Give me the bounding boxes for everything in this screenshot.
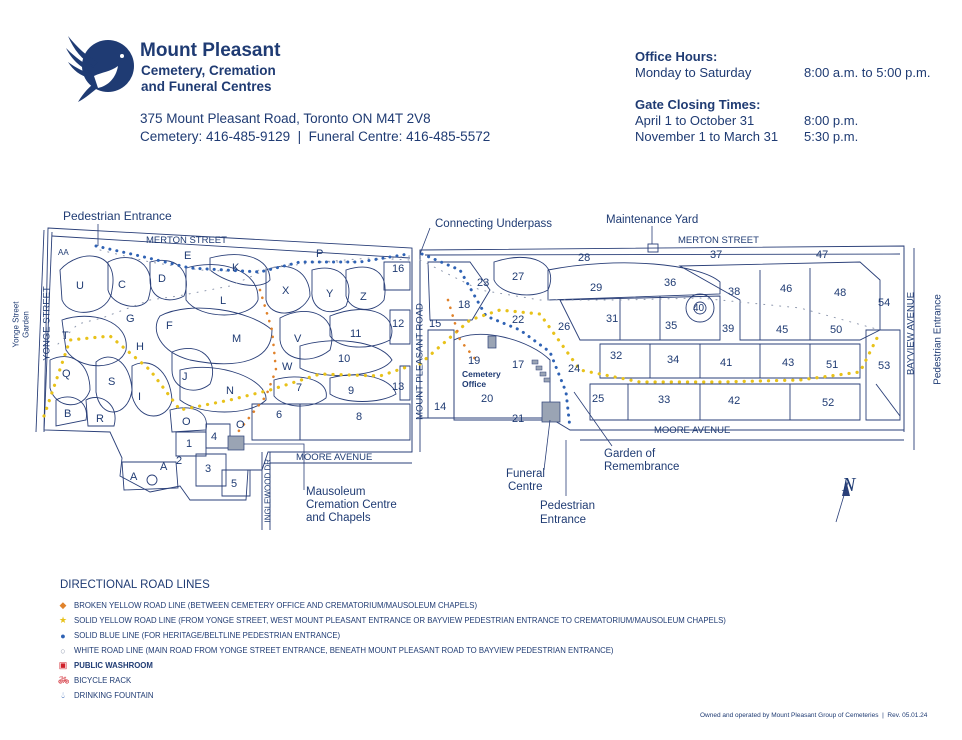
section-label: N (226, 385, 234, 397)
section-label: 6 (276, 409, 283, 421)
section-label: 20 (481, 393, 494, 405)
street-inglewood: INGLEWOOD DR. (263, 456, 273, 523)
section-label: 22 (512, 314, 525, 326)
legend-title: DIRECTIONAL ROAD LINES (60, 579, 210, 591)
yellow-star-icon: ★ (58, 615, 68, 625)
label-mausoleum-1: Mausoleum (306, 486, 366, 498)
section-label: E (184, 250, 192, 262)
brand-tagline-2: and Funeral Centres (141, 79, 272, 94)
section-label: 42 (728, 395, 741, 407)
office-hours-days: Monday to Saturday (635, 65, 752, 80)
phone-numbers: Cemetery: 416-485-9129 | Funeral Centre: 416-485-5572 (140, 129, 491, 144)
section-label: R (96, 413, 104, 425)
section-label: J (182, 371, 188, 383)
legend-item: 🚲︎ BICYCLE RACK (58, 675, 132, 685)
address: 375 Mount Pleasant Road, Toronto ON M4T 2V8 (140, 111, 431, 126)
section-label: 27 (512, 271, 525, 283)
section-label: 37 (710, 249, 723, 261)
section-label: 51 (826, 359, 839, 371)
label-funeral-centre-2: Centre (508, 481, 543, 493)
street-moore-west: MOORE AVENUE (296, 452, 373, 463)
section-label: AA (58, 248, 69, 257)
section-label: M (232, 333, 242, 345)
section-label: 3 (205, 463, 212, 475)
section-label: 17 (512, 359, 525, 371)
section-label: Y (326, 288, 334, 300)
label-pedestrian-entrance-nw: Pedestrian Entrance (63, 209, 172, 223)
section-label: P (316, 248, 324, 260)
section-label: Z (360, 291, 367, 303)
label-pedestrian-entrance-s-2: Entrance (540, 514, 587, 526)
brand-tagline-1: Cemetery, Cremation (141, 63, 276, 78)
street-moore-east: MOORE AVENUE (654, 425, 731, 436)
label-connecting-underpass: Connecting Underpass (435, 218, 552, 230)
north-label: N (842, 474, 856, 496)
section-label: 25 (592, 393, 605, 405)
label-cemetery-office-1: Cemetery (462, 369, 501, 379)
section-label: K (232, 262, 240, 274)
label-mausoleum-2: Cremation Centre (306, 499, 397, 511)
office-hours-time: 8:00 a.m. to 5:00 p.m. (804, 65, 931, 80)
section-label: U (76, 280, 84, 292)
section-label: 9 (348, 385, 355, 397)
section-label: 26 (558, 321, 571, 333)
section-label: 13 (392, 381, 405, 393)
section-label: X (282, 285, 290, 297)
brand-name: Mount Pleasant (140, 40, 281, 61)
gate-time-2: 5:30 p.m. (804, 129, 859, 144)
section-label: 1 (186, 438, 193, 450)
section-label: S (108, 376, 116, 388)
label-bayview-pedestrian: Pedestrian Entrance (932, 294, 944, 385)
legend-item: ▣ PUBLIC WASHROOM (58, 660, 153, 670)
section-label: 38 (728, 286, 741, 298)
gate-time-1: 8:00 p.m. (804, 113, 859, 128)
gate-times-title: Gate Closing Times: (635, 97, 761, 112)
section-label: 7 (296, 382, 303, 394)
section-label: B (64, 408, 72, 420)
office-hours-title: Office Hours: (635, 49, 718, 64)
section-label: 24 (568, 363, 581, 375)
section-label: Q (62, 368, 71, 380)
section-label: H (136, 341, 144, 353)
street-yonge: YONGE STREET (41, 286, 53, 361)
section-label: C (118, 279, 126, 291)
section-label: 29 (590, 282, 603, 294)
section-label: 23 (477, 277, 490, 289)
section-label: 48 (834, 287, 847, 299)
street-merton-west: MERTON STREET (146, 235, 227, 246)
label-garden-rem-2: Remembrance (604, 461, 680, 473)
section-label: O (182, 416, 191, 428)
section-label: 18 (458, 299, 471, 311)
section-label: 16 (392, 263, 405, 275)
section-label: 2 (176, 455, 183, 467)
section-label: T (62, 330, 69, 342)
section-label: 19 (468, 355, 481, 367)
section-label: 46 (780, 283, 793, 295)
label-funeral-centre-1: Funeral (506, 468, 545, 480)
section-label: 39 (722, 323, 735, 335)
legend-item: ● SOLID BLUE LINE (FOR HERITAGE/BELTLINE PEDESTRIAN ENTRANCE) (58, 628, 726, 643)
legend-item: ◆ BROKEN YELLOW ROAD LINE (BETWEEN CEMETERY OFFICE AND CREMATORIUM/MAUSOLEUM CHAPELS) (59, 600, 478, 610)
section-label: 5 (231, 478, 238, 490)
label-mausoleum-3: and Chapels (306, 512, 371, 524)
bicycle-icon: 🚲︎ (58, 675, 70, 685)
section-label: 21 (512, 413, 525, 425)
street-bayview: BAYVIEW AVENUE (905, 291, 917, 376)
section-label: 11 (350, 328, 362, 340)
section-label: 10 (338, 353, 351, 365)
section-label: A (160, 461, 168, 473)
section-label: 36 (664, 277, 677, 289)
section-label: V (294, 333, 302, 345)
section-label: G (126, 313, 135, 325)
label-maintenance-yard: Maintenance Yard (606, 214, 699, 226)
gate-period-1: April 1 to October 31 (635, 113, 755, 128)
section-label: 54 (878, 297, 891, 309)
label-yonge-garden-2: Garden (21, 311, 31, 338)
section-label: 40 (693, 303, 705, 314)
section-label: 4 (211, 431, 218, 443)
section-label: 45 (776, 324, 789, 336)
section-label: 41 (720, 357, 733, 369)
white-circle-icon: ○ (60, 645, 66, 656)
legend-item: ○ WHITE ROAD LINE (MAIN ROAD FROM YONGE STREET ENTRANCE, BENEATH MOUNT PLEASANT ROAD TO BAYVIEW PEDESTRIAN ENTRANCE) (58, 643, 726, 658)
section-label: 47 (816, 249, 829, 261)
drinking-fountain-icon: 💧︎ (61, 690, 65, 700)
label-garden-rem-1: Garden of (604, 448, 656, 460)
label-cemetery-office-2: Office (462, 379, 487, 389)
section-label: 14 (434, 401, 447, 413)
section-label: 34 (667, 354, 680, 366)
legend (58, 598, 726, 703)
section-label: 33 (658, 394, 671, 406)
blue-dot-icon: ● (60, 630, 66, 641)
section-label: 43 (782, 357, 795, 369)
section-label: W (282, 361, 293, 373)
street-merton-east: MERTON STREET (678, 235, 759, 246)
label-pedestrian-entrance-s-1: Pedestrian (540, 500, 595, 512)
washroom-icon: ▣ (58, 660, 68, 670)
section-label: A (130, 471, 138, 483)
section-label: L (220, 295, 227, 307)
street-mount-pleasant: MOUNT PLEASANT ROAD (414, 303, 426, 420)
section-label: 31 (606, 313, 619, 325)
legend-item: 💧︎ DRINKING FOUNTAIN (58, 688, 726, 703)
gate-period-2: November 1 to March 31 (635, 129, 779, 144)
section-label: 15 (429, 318, 442, 330)
section-label: 53 (878, 360, 891, 372)
section-label: 28 (578, 252, 591, 264)
orange-diamond-icon: ◆ (59, 600, 67, 610)
section-label: O (236, 419, 245, 431)
section-label: F (166, 320, 173, 332)
section-label: 12 (392, 318, 405, 330)
section-label: 8 (356, 411, 363, 423)
legend-item: ★ SOLID YELLOW ROAD LINE (FROM YONGE STREET, WEST MOUNT PLEASANT ENTRANCE OR BAYVIEW PEDESTRIAN ENTRANCE TO CREMATORIUM/MAUSOLEUM CHAPELS) (58, 615, 726, 625)
section-label: 35 (665, 320, 678, 332)
label-yonge-garden-1: Yonge Street (11, 301, 21, 348)
section-label: D (158, 273, 166, 285)
section-label: 50 (830, 324, 843, 336)
section-label: 32 (610, 350, 623, 362)
section-label: 52 (822, 397, 835, 409)
footer-text: Owned and operated by Mount Pleasant Group of Cemeteries | Rev. 05.01.24 (700, 712, 928, 719)
section-label: I (138, 391, 142, 403)
